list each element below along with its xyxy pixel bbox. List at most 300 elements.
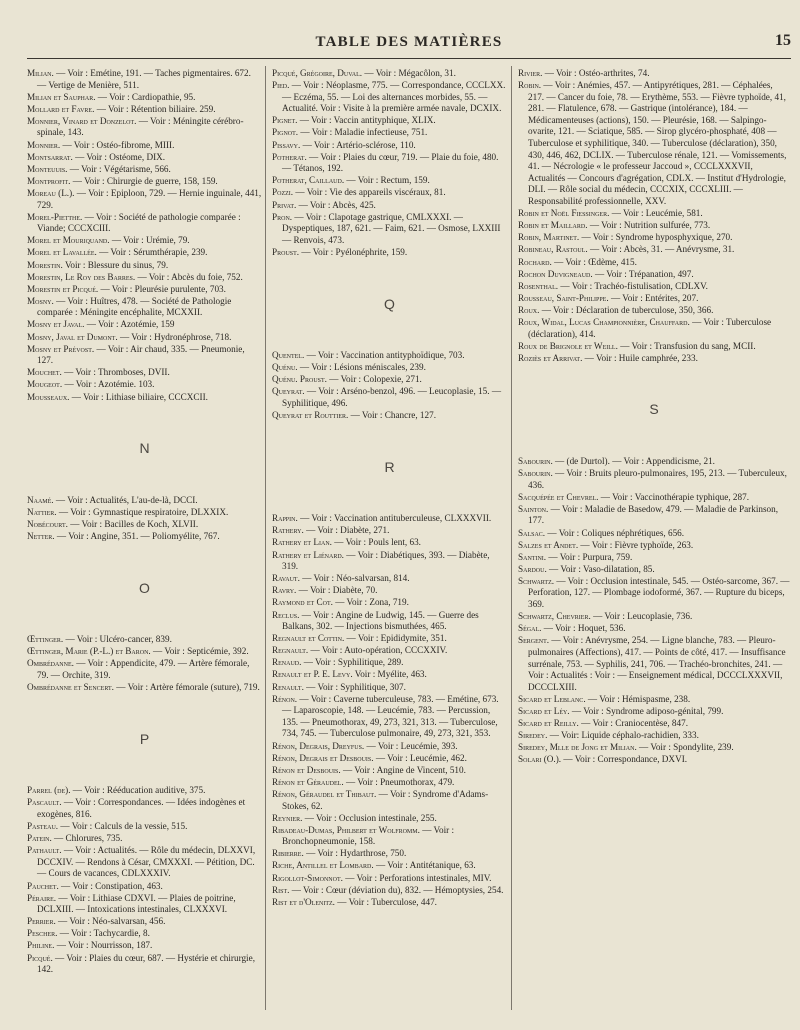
author-name: Reclus. xyxy=(272,609,300,620)
author-name: Siredey, Mlle de Jong et Milian. xyxy=(518,742,637,753)
author-name: Schwartz. xyxy=(518,575,555,586)
author-name: Reynier. xyxy=(272,812,303,823)
entry-references: — Voir : Epiploon, 729. — Hernie inguinale, 441, 729. xyxy=(37,187,262,210)
author-name: Salsac. xyxy=(518,527,546,538)
index-entry xyxy=(272,813,507,825)
entry-references: — Voir : Antitétanique, 63. xyxy=(373,860,476,871)
entry-references: — Voir : Mégacôlon, 31. xyxy=(362,68,456,78)
author-name: Solari (O.). xyxy=(518,754,562,765)
author-name: Sicard et Reilly. xyxy=(518,718,579,728)
index-entry xyxy=(27,893,262,916)
index-entry xyxy=(27,68,262,91)
index-entry xyxy=(518,317,790,340)
entry-references: — Voir : Plaies du cœur, 687. — Hystérie et chirurgie, 142. xyxy=(37,952,255,975)
author-name: Morel et Mouriquand. xyxy=(27,235,110,246)
entry-references: — Voir : Constipation, 463. xyxy=(58,880,163,891)
entry-references: — Voir : Nourrisson, 187. xyxy=(54,940,153,951)
entry-references: — Voir : Société de pathologie comparée : Viande; CCCXCIII. xyxy=(37,211,241,234)
index-entry xyxy=(27,658,262,681)
entry-references: — Voir : Abcès du foie, 752. xyxy=(135,271,243,282)
entry-references: — Voir : Hydarthrose, 750. xyxy=(303,848,407,859)
entry-references: — Voir : Appendicite, 479. — Artère fémorale, 79. — Orchite, 319. xyxy=(37,658,250,680)
author-name: Morel-Pietthe. xyxy=(27,211,83,222)
author-name: Proust. xyxy=(272,246,300,257)
author-name: Œttinger, Marie (P.-L.) et Baron. xyxy=(27,646,151,657)
entry-references: — Voir : Hoquet, 536. xyxy=(541,623,626,634)
entry-references: — Voir : Septicémie, 392. xyxy=(150,646,249,657)
author-name: Ribierre. xyxy=(272,848,304,859)
entry-references: — Voir : Sérumthérapie, 239. xyxy=(96,247,208,258)
author-name: Perrier. xyxy=(27,916,56,927)
entry-references: — Voir : Lithiase biliaire, CCCXCII. xyxy=(69,391,208,402)
entry-references: — Voir : Tuberculose (déclaration), 414. xyxy=(528,316,772,339)
author-name: Pauchet. xyxy=(27,880,59,891)
author-name: Morestin, Le Roy des Barres. xyxy=(27,271,136,282)
entry-references: — Voir : Air chaud, 335. — Pneumonie, 127. xyxy=(37,343,245,366)
author-name: Sabourin. xyxy=(518,468,553,479)
author-name: Roziès et Arrivat. xyxy=(518,352,583,363)
entry-references: — Voir : Abcès, 31. — Anévrysme, 31. xyxy=(587,244,735,255)
index-entry xyxy=(27,379,262,391)
section-letter: S xyxy=(649,401,659,418)
author-name: Œttinger. xyxy=(27,634,64,645)
entry-references: — Voir : Arséno-benzol, 496. — Leucoplasie, 15. — Syphilitique, 496. xyxy=(282,386,502,408)
author-name: Renaud. xyxy=(272,657,302,668)
author-name: Regnault. xyxy=(272,645,309,656)
page-title: TABLE DES MATIÈRES xyxy=(315,34,503,50)
author-name: Raymond et Cot. xyxy=(272,597,333,608)
author-name: Rist. xyxy=(272,884,290,895)
author-name: Roux, Widal, Lucas Championnière, Chauffard. xyxy=(518,316,690,327)
entry-references: — Voir : Néo-salvarsan, 456. xyxy=(55,916,166,927)
entry-references: — Voir : Calculs de la vessie, 515. xyxy=(58,821,188,832)
author-name: Robineau, Rastoul. xyxy=(518,244,588,255)
index-entry xyxy=(27,140,262,152)
author-name: Montsarrat. xyxy=(27,151,73,162)
author-name: Patein. xyxy=(27,833,52,844)
author-name: Mollard et Favre. xyxy=(27,103,95,114)
entry-references: — Voir : Spondylite, 239. xyxy=(636,742,734,753)
author-name: Ravry. xyxy=(272,585,297,596)
index-entry xyxy=(272,212,507,247)
index-entry xyxy=(272,127,507,139)
author-name: Sardou. xyxy=(518,563,547,574)
entry-references: — Voir : Hémispasme, 238. xyxy=(585,693,691,704)
author-name: Pignot. xyxy=(272,127,299,138)
section-letter: Q xyxy=(384,295,395,312)
index-entry xyxy=(27,332,262,344)
author-name: Santini. xyxy=(518,551,547,562)
entry-references: — Voir : Méningite cérébro-spinale, 143. xyxy=(37,115,244,138)
entry-references: — Voir : Purpura, 759. xyxy=(546,551,633,562)
index-column-3 xyxy=(518,68,790,766)
author-name: Mosny, Javal et Dumont. xyxy=(27,331,118,342)
index-entry xyxy=(518,492,790,504)
index-entry xyxy=(518,269,790,281)
author-name: Parrel (de). xyxy=(27,785,71,796)
index-entry xyxy=(27,519,262,531)
author-name: Quénu. xyxy=(272,362,298,373)
index-entry xyxy=(272,669,507,681)
index-entry xyxy=(518,528,790,540)
index-entry xyxy=(272,694,507,740)
index-column-2 xyxy=(272,68,507,909)
index-entry xyxy=(272,386,507,409)
index-entry xyxy=(518,305,790,317)
index-entry xyxy=(27,152,262,164)
index-entry xyxy=(518,623,790,635)
entry-references: — Voir : Vaccinothérapie typhique, 287. xyxy=(598,491,750,502)
index-entry xyxy=(272,175,507,187)
author-name: Roux. xyxy=(518,304,540,315)
author-name: Ombrédanne et Sencert. xyxy=(27,682,114,693)
author-name: Rochon Duvigneaud. xyxy=(518,268,593,279)
index-entry xyxy=(27,785,262,797)
index-entry xyxy=(518,694,790,706)
index-entry xyxy=(518,564,790,576)
index-entry xyxy=(272,597,507,609)
author-name: Monnier. xyxy=(27,139,61,150)
author-name: Netter. xyxy=(27,531,55,541)
entry-references: — Voir : Fièvre typhoïde, 263. xyxy=(578,539,694,550)
author-name: Philine. xyxy=(27,940,55,951)
entry-references: — Voir : Occlusion intestinale, 255. xyxy=(302,812,437,823)
author-name: Monteuuis. xyxy=(27,163,68,174)
index-entry xyxy=(272,350,507,362)
author-name: Ribadeau-Dumas, Philbert et Wolfromm. xyxy=(272,824,420,835)
index-entry xyxy=(518,341,790,353)
author-name: Milian. xyxy=(27,68,54,78)
entry-references: — Voir : Anévrysme, 254. — Ligne blanche, 783. — Pleuro-pulmonaires (Affections), 417. — Points de côté, 417. — Insuffisance surrénale, 753. — Syphilis, 241, 706. — Trachéo-bronchites, 241. — Voir : Actualités : Voir : — Enseignement médical, DCCCLXXXVII, DCCCLXIII. xyxy=(528,635,786,692)
entry-references: — Voir : Thromboses, DVII. xyxy=(61,367,170,378)
author-name: Pascault. xyxy=(27,797,62,808)
entry-references: — Voir : Pleurésie purulente, 703. xyxy=(98,283,226,294)
entry-references: — Voir : Rectum, 159. xyxy=(344,175,430,186)
entry-references: — Voir : Maladie de Basedow, 479. — Maladie de Parkinson, 177. xyxy=(528,503,779,526)
index-entry xyxy=(27,235,262,247)
author-name: Renault. xyxy=(272,681,304,692)
entry-references: — Voir : Abcès, 425. xyxy=(296,199,376,210)
author-name: Rigollot-Simonnot. xyxy=(272,872,343,883)
index-entry xyxy=(27,319,262,331)
entry-references: — Voir : Maladie infectieuse, 751. xyxy=(298,127,428,138)
entry-references: — Voir : Végétarisme, 566. xyxy=(67,163,171,174)
index-entry xyxy=(272,550,507,573)
index-entry xyxy=(518,281,790,293)
author-name: Queyrat. xyxy=(272,386,305,397)
index-entry xyxy=(27,953,262,976)
index-entry xyxy=(272,410,507,422)
section-letter: R xyxy=(384,458,395,475)
entry-references: — Voir : Angine, 351. — Poliomyélite, 767. xyxy=(54,531,220,541)
author-name: Rénon et Desbouis. xyxy=(272,764,341,775)
entry-references: — Voir : Vie des appareils viscéraux, 81. xyxy=(293,187,446,198)
index-entry xyxy=(27,260,262,272)
index-entry xyxy=(518,742,790,754)
entry-references: — Voir : Syphilitique, 289. xyxy=(301,657,404,668)
index-entry xyxy=(272,115,507,127)
author-name: Montprofit. xyxy=(27,175,71,186)
author-name: Pron. xyxy=(272,211,293,222)
entry-references: — Voir : Œdème, 415. xyxy=(551,256,637,267)
author-name: Pasteau. xyxy=(27,821,59,832)
index-entry xyxy=(518,232,790,244)
entry-references: — Voir : Chirurgie de guerre, 158, 159. xyxy=(70,175,218,186)
index-entry xyxy=(272,68,507,80)
entry-references: — Voir : Tachycardie, 8. xyxy=(57,928,150,939)
entry-references: — Voir : Tuberculose, 447. xyxy=(334,896,437,907)
entry-references: — Voir : Auto-opération, CCCXXIV. xyxy=(308,645,448,656)
entry-references: — Voir : Néoplasme, 775. — Correspondance, CCCLXX. — Eczéma, 55. — Loi des alternances morbides, 55. — Actualité. Voir : Visite à la première armée navale, DCXIX. xyxy=(282,80,506,114)
entry-references: — Voir : Zona, 719. xyxy=(332,597,409,608)
entry-references: Voir : Myélite, 463. xyxy=(352,669,427,680)
entry-references: — Voir : Colopexie, 271. xyxy=(326,374,422,385)
index-entry xyxy=(272,362,507,374)
author-name: Milian et Sauphar. xyxy=(27,91,96,102)
index-entry xyxy=(518,68,790,80)
index-entry xyxy=(27,284,262,296)
author-name: Sicard et Léy. xyxy=(518,705,570,716)
column-divider xyxy=(511,66,512,1010)
section-letter: N xyxy=(139,440,150,457)
entry-references: — Voir : Syndrome adiposo-génital, 799. xyxy=(569,705,724,716)
entry-references: — Voir : Syphilitique, 307. xyxy=(303,681,406,692)
author-name: Quentel. xyxy=(272,350,305,361)
entry-references: — Voir : Pyélonéphrite, 159. xyxy=(299,246,408,257)
index-entry xyxy=(518,552,790,564)
index-entry xyxy=(27,916,262,928)
index-entry xyxy=(272,885,507,897)
entry-references: — Voir : Ulcéro-cancer, 839. xyxy=(63,634,172,645)
page-number: 15 xyxy=(775,32,791,49)
index-entry xyxy=(518,244,790,256)
author-name: Morestin. xyxy=(27,259,63,270)
index-entry xyxy=(272,789,507,812)
author-name: Quénu. Proust. xyxy=(272,374,327,385)
entry-references: — Voir : Correspondances. — Idées indogènes et exogènes, 816. xyxy=(37,797,246,819)
index-entry xyxy=(272,777,507,789)
entry-references: — Voir : Coliques néphrétiques, 656. xyxy=(545,527,685,538)
index-entry xyxy=(27,92,262,104)
entry-references: — Voir : Perforations intestinales, MIV. xyxy=(342,872,492,883)
index-entry xyxy=(27,247,262,259)
header-rule xyxy=(27,58,791,59)
author-name: Monnier, Vinard et Donzelot. xyxy=(27,115,137,126)
index-entry xyxy=(272,610,507,633)
entry-references: — Voir : Cœur (déviation du), 832. — Hémoptysies, 254. xyxy=(289,884,504,895)
entry-references: — Voir : Angine de Vincent, 510. xyxy=(340,764,466,775)
section-letter: P xyxy=(139,730,150,747)
entry-references: — Voir : Bacilles de Koch, XLVII. xyxy=(67,518,199,529)
entry-references: — Chlorures, 735. xyxy=(51,833,123,844)
entry-references: — Voir : Vaccination antityphoïdique, 703. xyxy=(304,350,465,361)
column-divider xyxy=(265,66,266,1010)
entry-references: — Voir : Transfusion du sang, MCII. xyxy=(617,340,756,351)
index-entry xyxy=(518,220,790,232)
entry-references: — Voir : Vaccin antityphique, XLIX. xyxy=(297,115,436,126)
index-entry xyxy=(518,754,790,766)
entry-references: — Voir : Diabétiques, 393. — Diabète, 319. xyxy=(282,549,490,572)
entry-references: — Voir : Entérites, 207. xyxy=(608,292,699,303)
author-name: Roux de Brignole et Weill. xyxy=(518,340,618,351)
entry-references: — Voir : Azotémie. 103. xyxy=(62,379,155,390)
index-entry xyxy=(27,344,262,367)
entry-references: — Voir : Bruits pleuro-pulmonaires, 195, 213. — Tuberculeux, 436. xyxy=(528,468,787,490)
index-entry xyxy=(272,585,507,597)
index-entry xyxy=(27,634,262,646)
index-entry xyxy=(518,80,790,208)
index-entry xyxy=(27,928,262,940)
entry-references: — Voir : Urémie, 79. xyxy=(109,235,190,246)
entry-references: — Voir : Azotémie, 159 xyxy=(84,319,175,330)
entry-references: — Voir : Emétine, 191. — Taches pigmentaires. 672. — Vertige de Menière, 511. xyxy=(37,68,251,90)
author-name: Nattier. xyxy=(27,506,57,517)
section-letter: O xyxy=(139,579,150,596)
index-entry xyxy=(27,176,262,188)
index-entry xyxy=(272,682,507,694)
author-name: Salzes et Andet. xyxy=(518,539,579,550)
author-name: Rathery. xyxy=(272,525,304,536)
entry-references: — Voir : Actualités. — Rôle du médecin, DLXXVI, DCCXIV. — Rendons à César, CMXXXI. — Pétition, DC. — Cours de vacances, CDLXXXIV. xyxy=(37,845,256,879)
index-column-1 xyxy=(27,68,262,976)
entry-references: — Voir : Huile camphrée, 233. xyxy=(582,352,698,363)
index-entry xyxy=(272,200,507,212)
index-entry xyxy=(272,897,507,909)
index-entry xyxy=(27,845,262,880)
entry-references: — Voir : Néo-salvarsan, 814. xyxy=(299,573,410,584)
entry-references: — Voir : Clapotage gastrique, CMLXXXI. — Dyspeptiques, 187, 621. — Faim, 621. — Osmose, LXXIII — Renvois, 473. xyxy=(282,211,501,245)
index-entry xyxy=(518,540,790,552)
entry-references: — Voir : Syndrome hyposphyxique, 270. xyxy=(579,232,733,243)
author-name: Mosny et Prévost. xyxy=(27,343,95,354)
author-name: Sacquépée et Chevrel. xyxy=(518,491,599,502)
entry-references: — Voir : Ostéo-fibrome, MIII. xyxy=(60,139,175,150)
author-name: Nobécourt. xyxy=(27,518,68,529)
entry-references: — Voir : Nutrition sulfurée, 773. xyxy=(587,220,711,231)
entry-references: — Voir : Leucoplasie, 736. xyxy=(590,611,693,622)
author-name: Riche, Antillel et Lombard. xyxy=(272,860,374,871)
index-entry xyxy=(518,635,790,693)
entry-references: — Voir : Pneumothorax, 479. xyxy=(343,776,455,787)
index-entry xyxy=(518,504,790,527)
index-entry xyxy=(518,718,790,730)
author-name: Pied. xyxy=(272,80,290,91)
index-entry xyxy=(518,468,790,491)
index-entry xyxy=(518,456,790,468)
author-name: Pescher. xyxy=(27,928,58,939)
index-entry xyxy=(27,682,262,694)
index-entry xyxy=(272,633,507,645)
entry-references: — Voir : Vaccination antituberculeuse, CLXXXVII. xyxy=(297,513,492,524)
entry-references: Voir : Blessure du sinus, 79. xyxy=(62,259,169,270)
author-name: Siredey. xyxy=(518,730,548,741)
index-entry xyxy=(27,104,262,116)
author-name: Robin, Martinet. xyxy=(518,232,580,243)
entry-references: — Voir : Correspondance, DXVI. xyxy=(561,754,688,765)
author-name: Robin et Maillard. xyxy=(518,220,588,231)
author-name: Schwartz, Chevrier. xyxy=(518,611,591,622)
index-entry xyxy=(27,188,262,211)
index-entry xyxy=(272,80,507,115)
index-entry xyxy=(27,272,262,284)
entry-references: — Voir : Ostéome, DIX. xyxy=(72,151,166,162)
entry-references: — Voir : Gymnastique respiratoire, DLXXIX. xyxy=(56,506,229,517)
entry-references: — Voir : Lésions méniscales, 239. xyxy=(297,362,426,373)
entry-references: — Voir : Leucémie, 581. xyxy=(609,208,703,219)
entry-references: — Voir : Trépanation, 497. xyxy=(592,268,694,279)
entry-references: — Voir : Chancre, 127. xyxy=(348,410,437,421)
author-name: Rappin. xyxy=(272,513,298,524)
index-entry xyxy=(518,353,790,365)
author-name: Robin. xyxy=(518,80,542,91)
author-name: Naamé. xyxy=(27,494,54,505)
index-entry xyxy=(27,116,262,139)
author-name: Rist et d'Olenitz. xyxy=(272,896,335,907)
author-name: Robin et Noël Fiessinger. xyxy=(518,208,610,219)
entry-references: — Voir : Rééducation auditive, 375. xyxy=(70,785,206,796)
author-name: Sainton. xyxy=(518,503,549,514)
author-name: Morel et Lavallée. xyxy=(27,247,97,258)
index-entry xyxy=(272,645,507,657)
author-name: Regnault et Cottin. xyxy=(272,633,345,644)
author-name: Mosny. xyxy=(27,295,54,306)
author-name: Pathault. xyxy=(27,845,62,856)
index-entry xyxy=(272,753,507,765)
entry-references: — Voir : Bronchopneumonie, 158. xyxy=(282,824,455,847)
index-entry xyxy=(272,825,507,848)
author-name: Rénon. xyxy=(272,693,298,704)
author-name: Rathery et Liénard. xyxy=(272,549,344,560)
entry-references: — Voir : Artério-sclérose, 110. xyxy=(300,139,416,150)
author-name: Mouchet. xyxy=(27,367,62,378)
author-name: Rénon, Géraudel et Thibaut. xyxy=(272,788,377,799)
index-entry xyxy=(272,860,507,872)
author-name: Péraire. xyxy=(27,892,57,903)
author-name: Pignet. xyxy=(272,115,298,126)
index-entry xyxy=(272,187,507,199)
author-name: Rénon, Degrais, Dreyfus. xyxy=(272,740,365,751)
author-name: Mougeot. xyxy=(27,379,63,390)
index-entry xyxy=(272,247,507,259)
index-entry xyxy=(518,706,790,718)
author-name: Picqué. xyxy=(27,952,53,963)
author-name: Rosenthal. xyxy=(518,280,559,291)
index-entry xyxy=(27,940,262,952)
entry-references: — Voir : Craniocentèse, 847. xyxy=(578,718,688,728)
author-name: Sergent. xyxy=(518,635,550,646)
entry-references: — Voir : Hydronéphrose, 718. xyxy=(117,331,232,342)
entry-references: — Voir : Anémies, 457. — Antipyrétiques, 281. — Céphalées, 217. — Cancer du foie, 78. — Erythème, 553. — Fièvre typhoïde, 41, 281. — Flatulence, 678. — Gastrique (intolérance), 184. — Médicamenteuses (actions), 150. — Pleurésie, 168. — Salpingo-ovarite, 121. — Sciatique, 585. — Sirop glycéro-phosphaté, 408 — Tuberculose et syphilitique, 340. — Tuberculose (déclaration), 350, 430, 446, 462, DCLIX. — Tuberculose rénale, 121. — Vomissements, 41. — Nécrologie « le professeur Jaccoud », CCCLXXXVII, Actualités — Concours d'agrégation, CDLX. — Institut d'Hydrologie, DLI. — Rôle social du médecin, CCCXIX, CCCXLIII. — Responsabilité professionnelle, XXV. xyxy=(528,80,787,207)
entry-references: — Voir : Angine de Ludwig, 145. — Guerre des Balkans, 302. — Injections bismuthées, 465. xyxy=(282,609,479,632)
entry-references: — Voir : Cardiopathie, 95. xyxy=(95,91,196,102)
index-entry xyxy=(27,367,262,379)
author-name: Rénon, Degrais et Desbouis. xyxy=(272,752,374,763)
entry-references: — Voir : Plaies du cœur, 719. — Plaie du foie, 480. — Tétanos, 192. xyxy=(282,151,499,174)
index-entry xyxy=(272,657,507,669)
author-name: Sicard et Leblanc. xyxy=(518,693,586,704)
entry-references: — Voir : Lithiase CDXVI. — Plaies de poitrine, DCLXIII. — Intoxications intestinales, CLXXXVI. xyxy=(37,892,236,915)
index-entry xyxy=(27,821,262,833)
index-entry xyxy=(518,576,790,611)
author-name: Ombrédanne. xyxy=(27,658,74,669)
author-name: Picqué, Grégoire, Duval. xyxy=(272,68,363,78)
author-name: Renault et P. E. Levy. xyxy=(272,669,353,680)
author-name: Queyrat et Routtier. xyxy=(272,410,349,421)
author-name: Rivier. xyxy=(518,68,543,78)
entry-references: — Voir : Trachéo-fistulisation, CDLXV. xyxy=(558,280,708,291)
index-entry xyxy=(27,833,262,845)
entry-references: — Voir : Ostéo-arthrites, 74. xyxy=(542,68,650,78)
